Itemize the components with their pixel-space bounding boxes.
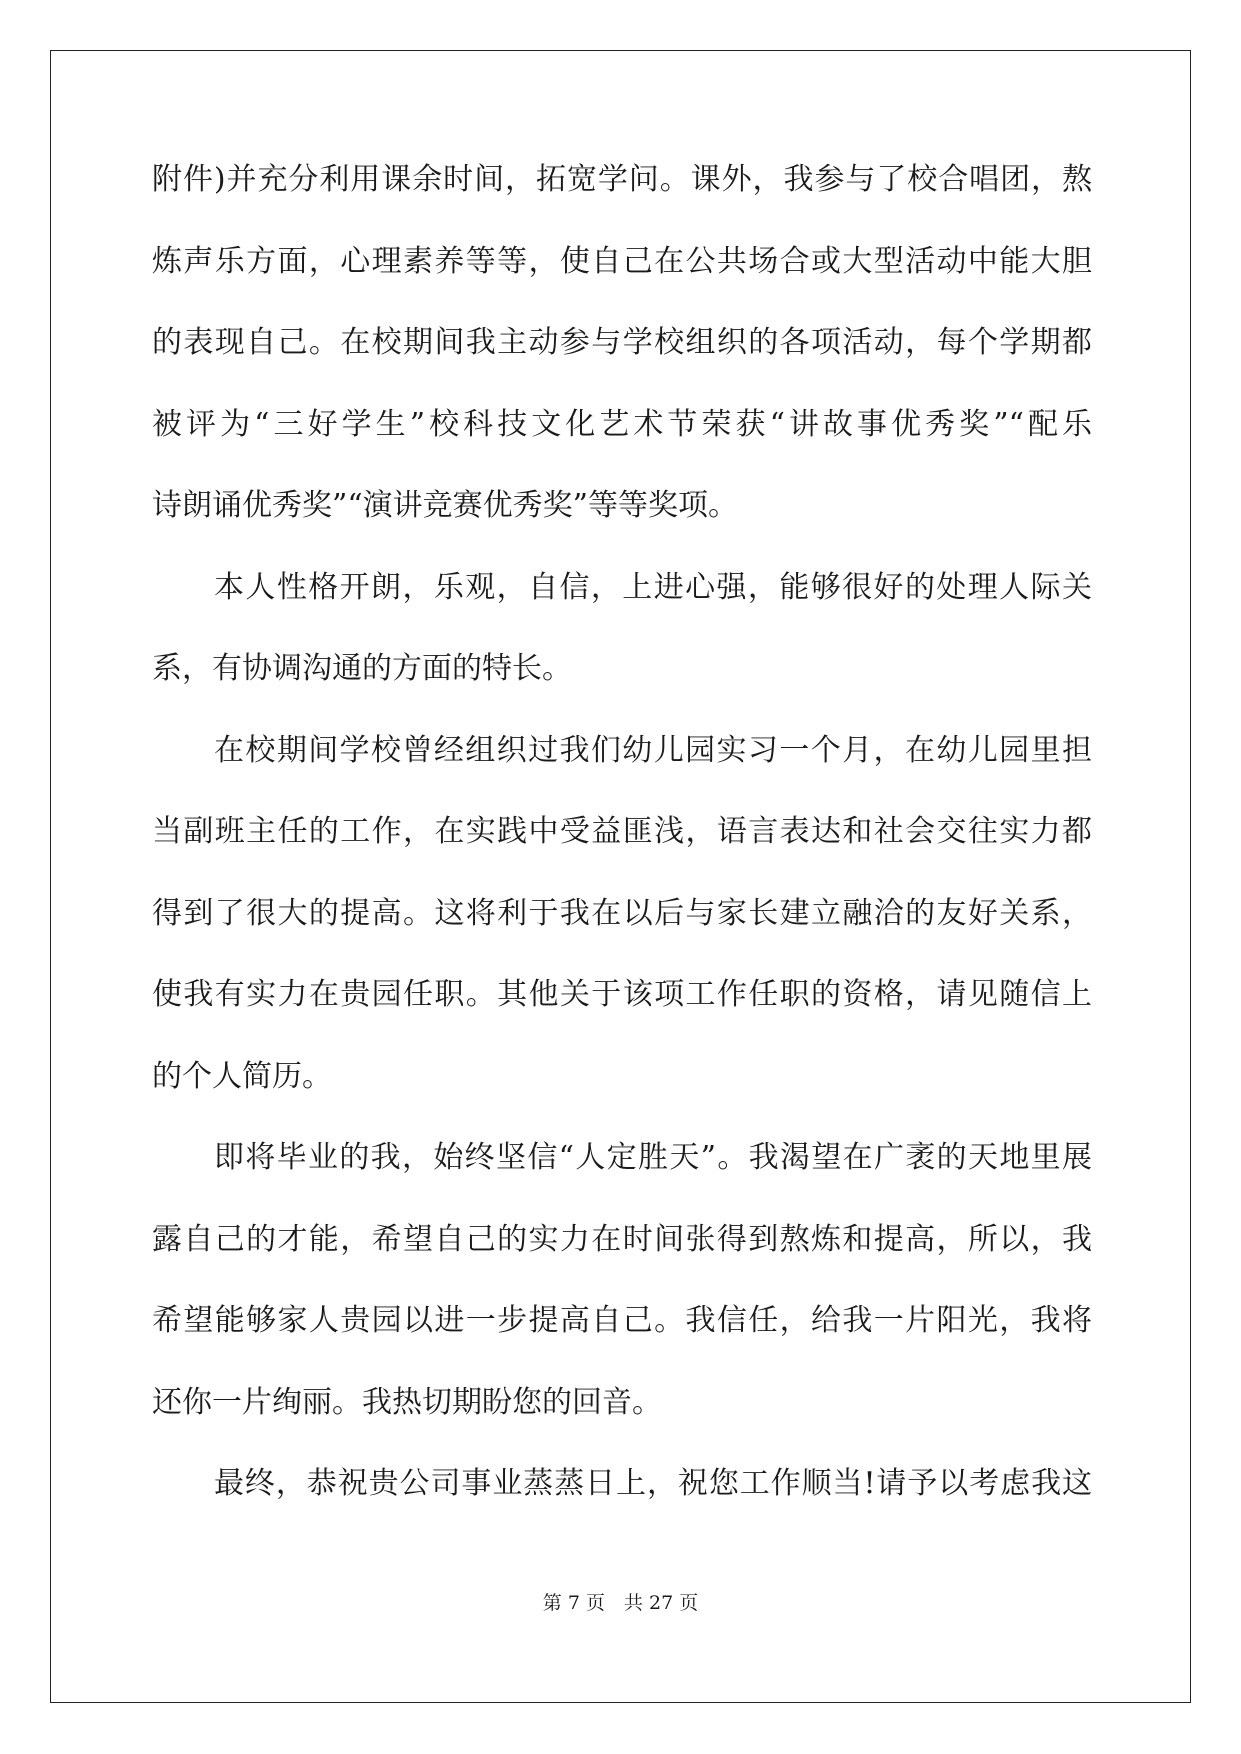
text-line-10: 得到了很大的提高。这将利于我在以后与家长建立融洽的友好关系， [152, 895, 1092, 931]
text-line-15: 希望能够家人贵园以进一步提高自己。我信任，给我一片阳光，我将 [152, 1303, 1092, 1338]
text-line-2: 炼声乐方面，心理素养等等，使自己在公共场合或大型活动中能大胆 [152, 243, 1092, 279]
text-line-4: 被评为“三好学生”校科技文化艺术节荣获“讲故事优秀奖”“配乐 [152, 406, 1092, 442]
document-body [152, 160, 1092, 1546]
text-line-8: 在校期间学校曾经组织过我们幼儿园实习一个月，在幼儿园里担 [214, 732, 1092, 768]
text-line-6: 本人性格开朗，乐观，自信，上进心强，能够很好的处理人际关 [214, 569, 1092, 605]
text-line-12: 的个人简历。 [152, 1058, 332, 1094]
text-line-5: 诗朗诵优秀奖”“演讲竞赛优秀奖”等等奖项。 [152, 488, 739, 523]
text-line-1: 附件)并充分利用课余时间，拓宽学问。课外，我参与了校合唱团，熬 [152, 162, 1092, 197]
text-line-13: 即将毕业的我，始终坚信“人定胜天”。我渴望在广袤的天地里展 [214, 1140, 1092, 1175]
text-line-16: 还你一片绚丽。我热切期盼您的回音。 [152, 1384, 662, 1420]
text-line-17: 最终，恭祝贵公司事业蒸蒸日上，祝您工作顺当!请予以考虑我这 [214, 1466, 1092, 1501]
text-line-7: 系，有协调沟通的方面的特长。 [152, 651, 572, 686]
text-line-3: 的表现自己。在校期间我主动参与学校组织的各项活动，每个学期都 [152, 325, 1092, 360]
text-line-11: 使我有实力在贵园任职。其他关于该项工作任职的资格，请见随信上 [152, 977, 1092, 1012]
text-line-9: 当副班主任的工作，在实践中受益匪浅，语言表达和社会交往实力都 [152, 814, 1092, 849]
page-number-footer: 第 7 页 共 27 页 [542, 1592, 699, 1614]
text-line-14: 露自己的才能，希望自己的实力在时间张得到熬炼和提高，所以，我 [152, 1221, 1092, 1257]
